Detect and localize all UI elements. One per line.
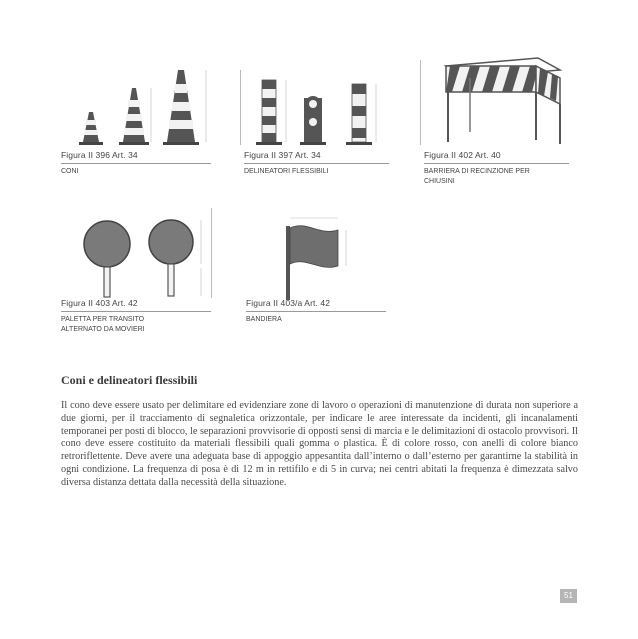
section-body: Il cono deve essere usato per delimitare ed evidenziare zone di lavoro o operazioni di manutenzione di durata non superiore a due giorni, per il tracciamento di segnaletica orizzontale, per indicare le aree interessate da incidenti, gli incanalamenti temporanei per posti di blocco, le separazioni provvisorie di opposti sensi di marcia e le delimitazioni di ostacolo provvisori. Il cono deve essere costituito da materiali flessibili quali gomma o plastica. È di colore rosso, con anelli di colore bianco retroriflettente. Deve avere una adeguata base di appoggio appesantita dall’interno o dall’esterno per garantirne la stabilità in ogni condizione. La frequenza di posa è di 12 m in rettifilo e di 5 in curva; nei centri abitati la frequenza è dimezzata salvo diversa distanza dettata dalla necessità della situazione.	[61, 400, 578, 488]
flag-icon	[286, 226, 338, 300]
figure-label: DELINEATORI FLESSIBILI	[244, 168, 329, 175]
delineators-illustration	[240, 60, 400, 150]
figure-label: BANDIERA	[246, 316, 282, 323]
paddle-icon	[84, 221, 130, 297]
section-title: Coni e delineatori flessibili	[61, 373, 198, 387]
figure-barriera	[420, 52, 580, 192]
cone-medium-icon	[119, 88, 149, 145]
figure-label: CONI	[61, 168, 79, 175]
delineator-double-disc-icon	[300, 96, 326, 145]
flag-illustration	[240, 208, 400, 300]
figure-label: PALETTA PER TRANSITO ALTERNATO DA MOVIERI	[61, 316, 145, 333]
cones-illustration	[61, 60, 226, 150]
barrier-icon	[446, 58, 560, 144]
figure-paletta	[61, 208, 226, 343]
paddles-illustration	[61, 208, 226, 300]
delineator-column-icon	[256, 80, 282, 145]
paddle-icon	[149, 220, 193, 296]
barrier-illustration	[420, 52, 580, 150]
cone-small-icon	[79, 112, 103, 145]
figure-bandiera	[240, 208, 400, 343]
cone-large-icon	[163, 70, 199, 145]
figure-caption: Figura II 402 Art. 40	[424, 150, 501, 160]
figure-caption: Figura II 396 Art. 34	[61, 150, 138, 160]
figure-caption: Figura II 397 Art. 34	[244, 150, 321, 160]
figure-coni	[61, 60, 226, 180]
figure-caption: Figura II 403 Art. 42	[61, 298, 138, 308]
page-number: 51	[560, 589, 577, 603]
figure-delineatori	[240, 60, 400, 180]
delineator-post-icon	[346, 84, 372, 145]
figure-label: BARRIERA DI RECINZIONE PER CHIUSINI	[424, 168, 530, 185]
figure-caption: Figura II 403/a Art. 42	[246, 298, 331, 308]
